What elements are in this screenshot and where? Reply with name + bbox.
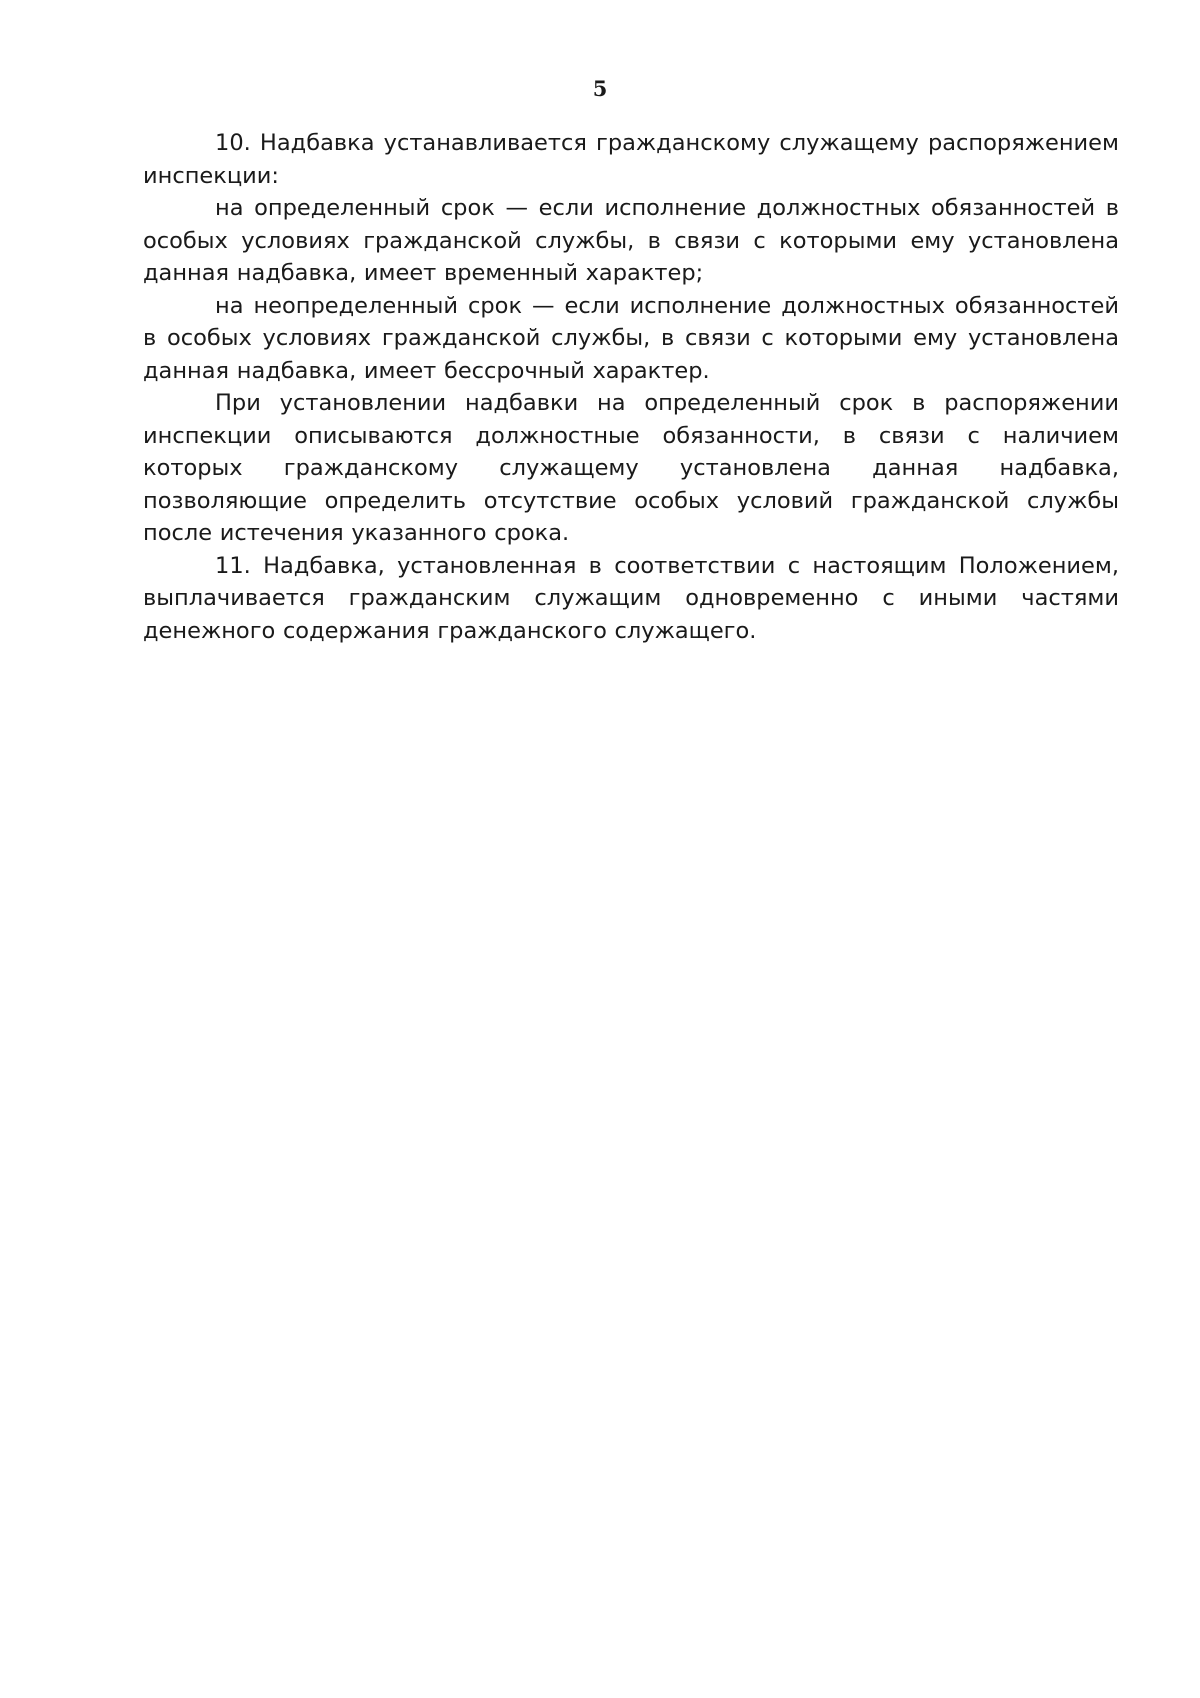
- paragraph-indefinite-term: на неопределенный срок — если исполнение должностных обязанностей в особых условиях гражданской службы, в связи с которыми ему установлена данная надбавка, имеет бессрочный характер.: [143, 292, 1119, 384]
- document-body: [143, 127, 1119, 647]
- paragraph-fixed-term: на определенный срок — если исполнение должностных обязанностей в особых условиях гражданской службы, в связи с которыми ему установлена данная надбавка, имеет временный характер;: [143, 195, 1119, 286]
- paragraph-establishment-details: При установлении надбавки на определенный срок в распоряжении инспекции описываются должностные обязанности, в связи с наличием которых гражданскому служащему установлена данная надбавка, позволяющие определить отсутствие особых условий гражданской службы после истечения указанного срока.: [143, 390, 1119, 546]
- page-number: 5: [592, 76, 608, 101]
- paragraph-10-intro: 10. Надбавка устанавливается гражданскому служащему распоряжением инспекции:: [143, 130, 1119, 189]
- paragraph-11-payment: 11. Надбавка, установленная в соответствии с настоящим Положением, выплачивается гражданским служащим одновременно с иными частями денежного содержания гражданского служащего.: [143, 552, 1119, 644]
